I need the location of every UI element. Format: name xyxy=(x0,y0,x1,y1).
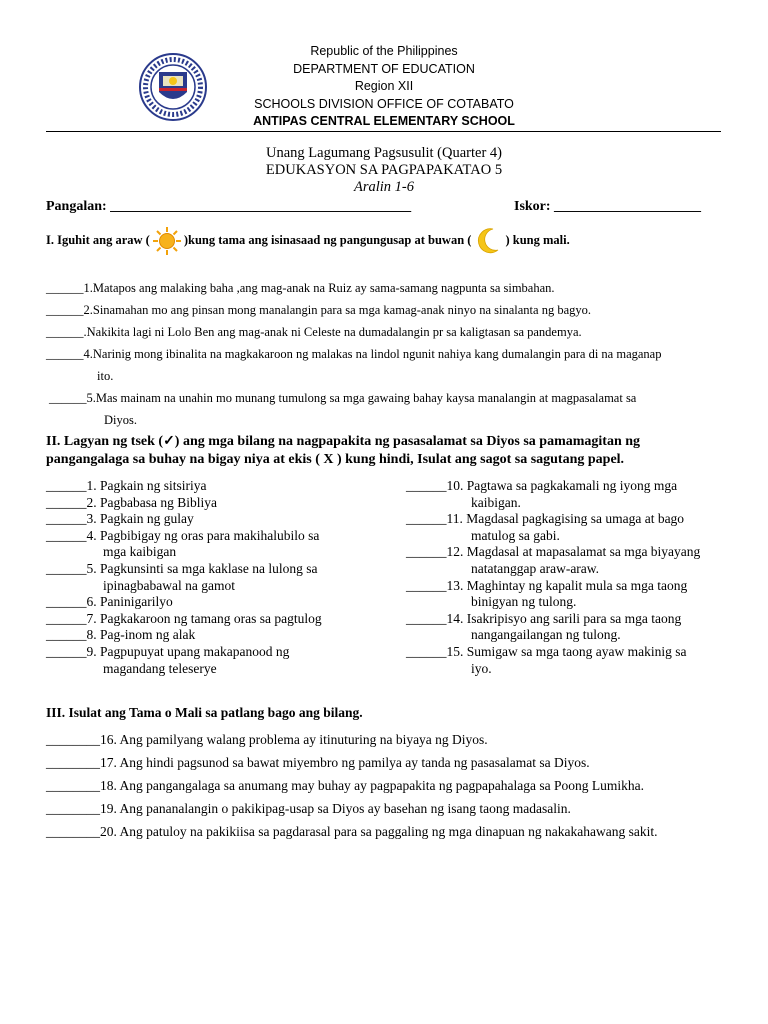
sun-icon xyxy=(150,226,184,256)
letterhead-school: ANTIPAS CENTRAL ELEMENTARY SCHOOL xyxy=(253,114,515,128)
section1-item-5-continuation: Diyos. xyxy=(104,413,137,427)
section2-right-column xyxy=(406,478,700,677)
section1-item-4-continuation: ito. xyxy=(97,369,114,383)
section1-instruction-a: I. Iguhit ang araw ( xyxy=(46,233,150,247)
exam-subject: EDUKASYON SA PAGPAPAKATAO 5 xyxy=(265,162,503,178)
section3-item-17: ________17. Ang hindi pagsunod sa bawat miyembro ng pamilya ay tanda ng pasasalamat sa Diyos. xyxy=(46,755,590,770)
section2-item: ______5. Pagkunsinti sa mga kaklase na lulong sa xyxy=(46,560,318,576)
section1-instruction xyxy=(46,226,570,256)
section2-item: ______14. Isakripisyo ang sarili para sa mga taong xyxy=(406,610,682,626)
section2-item: ______1. Pagkain ng sitsiriya xyxy=(46,478,207,493)
section1-item-3: ______.Nakikita lagi ni Lolo Ben ang mag-anak ni Celeste na dumadalangin pr sa kaligtasan sa pandemya. xyxy=(46,325,582,339)
letterhead-department: DEPARTMENT OF EDUCATION xyxy=(293,61,475,76)
exam-lessons: Aralin 1-6 xyxy=(353,179,414,195)
section2-item-continuation: natatanggap araw-araw. xyxy=(471,560,600,576)
section3-item-20: ________20. Ang patuloy na pakikiisa sa pagdarasal para sa paggaling ng mga dinapuan ng nakakahawang sakit. xyxy=(46,824,658,839)
section1-instruction-b: )kung tama ang isinasaad ng pangungusap at buwan ( xyxy=(183,233,472,247)
section1-item-4: ______4.Narinig mong ibinalita na magkakaroon ng malakas na lindol ngunit nahiya kang dumalangin para di na maganap xyxy=(46,347,662,361)
section2-item: ______10. Pagtawa sa pagkakamali ng iyong mga xyxy=(406,478,678,493)
letterhead xyxy=(0,43,768,131)
section2-item-continuation: mga kaibigan xyxy=(103,544,177,560)
section2-item: ______4. Pagbibigay ng oras para makihalubilo sa xyxy=(46,527,320,543)
letterhead-republic: Republic of the Philippines xyxy=(310,44,458,58)
section2-item-continuation: magandang teleserye xyxy=(103,660,217,676)
section2-item: ______12. Magdasal at mapasalamat sa mga biyayang xyxy=(406,544,701,560)
section2-item: ______7. Pagkakaroon ng tamang oras sa pagtulog xyxy=(46,610,322,626)
section2-item-continuation: binigyan ng tulong. xyxy=(471,594,577,610)
section2-instruction: II. Lagyan ng tsek (✓) ang mga bilang na nagpapakita ng pasasalamat sa Diyos sa pamamagitan ng pangangalaga sa buhay na bigay niya at ekis ( X ) kung hindi, Isulat ang sagot sa sagutang papel. xyxy=(46,434,641,467)
name-field[interactable]: Pangalan: ___________________________________________ xyxy=(46,199,412,214)
section1-instruction-c: ) kung mali. xyxy=(505,233,570,247)
exam-title-line1: Unang Lagumang Pagsusulit (Quarter 4) xyxy=(266,145,502,161)
moon-icon xyxy=(471,226,505,256)
section2-item: ______3. Pagkain ng gulay xyxy=(46,511,194,527)
score-field[interactable]: Iskor: _____________________ xyxy=(514,199,702,214)
section2-item: ______13. Maghintay ng kapalit mula sa mga taong xyxy=(406,577,688,593)
letterhead-region: Region XII xyxy=(354,79,414,93)
section2-item: ______6. Paninigarilyo xyxy=(46,594,173,610)
section2-item: ______2. Pagbabasa ng Bibliya xyxy=(46,494,217,510)
section3-instruction: III. Isulat ang Tama o Mali sa patlang bago ang bilang. xyxy=(46,705,363,720)
section1-item-1: ______1.Matapos ang malaking baha ,ang mag-anak na Ruiz ay sama-samang nagpunta sa simbahan. xyxy=(46,281,555,295)
section2-item: ______9. Pagpupuyat upang makapanood ng xyxy=(46,643,290,659)
section3-item-16: ________16. Ang pamilyang walang problema ay itinuturing na biyaya ng Diyos. xyxy=(46,732,488,747)
letterhead-division: SCHOOLS DIVISION OFFICE OF COTABATO xyxy=(254,96,514,111)
section2-item-continuation: kaibigan. xyxy=(471,494,521,510)
section2-left-column xyxy=(46,478,322,677)
section3-item-18: ________18. Ang pangangalaga sa anumang may buhay ay pagpapakita ng pagpapahalaga sa Poong Lumikha. xyxy=(46,778,644,793)
header-divider xyxy=(46,131,721,132)
section2-item: ______8. Pag-inom ng alak xyxy=(46,627,196,643)
section3-item-19: ________19. Ang pananalangin o pakikipag-usap sa Diyos ay basehan ng isang taong madasalin. xyxy=(46,801,571,816)
section2-item: ______15. Sumigaw sa mga taong ayaw makinig sa xyxy=(406,643,687,659)
section2-item-continuation: matulog sa gabi. xyxy=(471,527,560,543)
section2-item: ______11. Magdasal pagkagising sa umaga at bago xyxy=(406,511,685,527)
section1-item-2: ______2.Sinamahan mo ang pinsan mong manalangin para sa mga kamag-anak ninyo na sinalanta ng bagyo. xyxy=(46,303,592,317)
section2-item-continuation: iyo. xyxy=(471,660,492,676)
section2-item-continuation: nangangailangan ng tulong. xyxy=(471,627,621,643)
section1-item-5: ______5.Mas mainam na unahin mo munang tumulong sa mga gawaing bahay kaysa manalangin at magpasalamat sa xyxy=(49,391,637,405)
section2-item-continuation: ipinagbabawal na gamot xyxy=(103,577,235,593)
exam-title xyxy=(0,145,768,196)
